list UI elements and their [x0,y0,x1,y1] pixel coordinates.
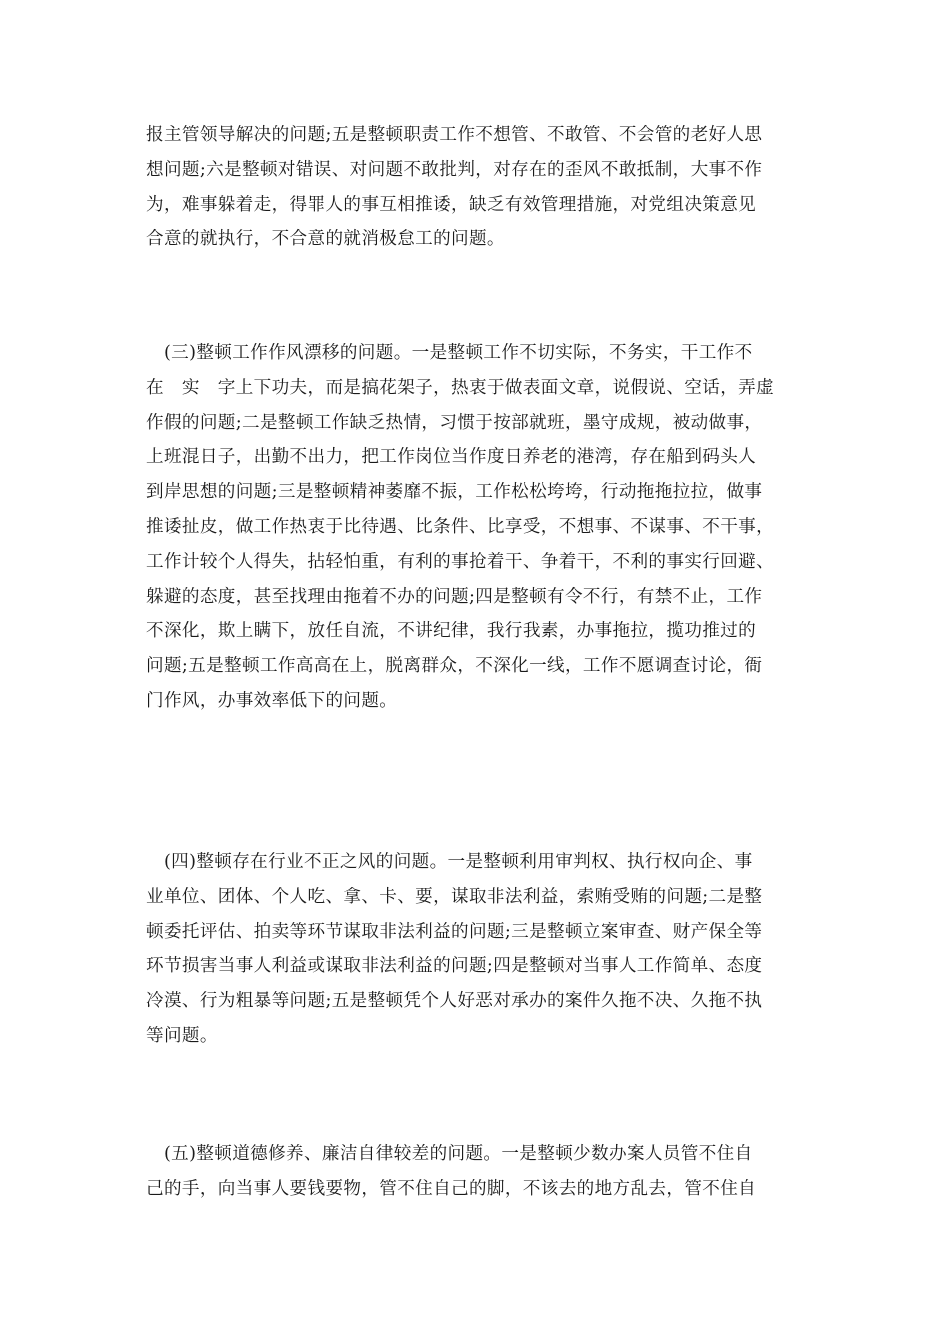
text-line: 推诿扯皮，做工作热衷于比待遇、比条件、比享受，不想事、不谋事、不干事， [146,516,775,537]
text-line: 环节损害当事人利益或谋取非法利益的问题;四是整顿对当事人工作简单、态度 [146,956,763,977]
text-line: 为，难事躲着走，得罪人的事互相推诿，缺乏有效管理措施，对党组决策意见 [146,194,757,215]
paragraph-section-3 [146,336,814,719]
text-line: 报主管领导解决的问题;五是整顿职责工作不想管、不敢管、不会管的老好人思 [146,125,763,145]
text-line: 工作计较个人得失，拈轻怕重，有利的事抢着干、争着干，不利的事实行回避、 [146,551,775,572]
text-line: (五)整顿道德修养、廉洁自律较差的问题。一是整顿少数办案人员管不住自 [146,1144,753,1164]
text-line: 问题;五是整顿工作高高在上，脱离群众，不深化一线，工作不愿调查讨论，衙 [146,656,763,677]
paragraph-section-5 [146,1137,814,1207]
text-line: 上班混日子，出勤不出力，把工作岗位当作度日养老的港湾，存在船到码头人 [146,447,757,468]
paragraph-continuation [146,118,814,257]
text-line: (四)整顿存在行业不正之风的问题。一是整顿利用审判权、执行权向企、事 [146,852,753,872]
text-line: 作假的问题;二是整顿工作缺乏热情，习惯于按部就班，墨守成规，被动做事， [146,412,763,433]
text-line: 顿委托评估、拍卖等环节谋取非法利益的问题;三是整顿立案审查、财产保全等 [146,921,763,942]
text-line: 冷漠、行为粗暴等问题;五是整顿凭个人好恶对承办的案件久拖不决、久拖不执 [146,991,763,1012]
text-line: 不深化，欺上瞒下，放任自流，不讲纪律，我行我素，办事拖拉，揽功推过的 [146,621,757,642]
text-line: 合意的就执行，不合意的就消极怠工的问题。 [146,229,505,250]
text-line: 想问题;六是整顿对错误、对问题不敢批判，对存在的歪风不敢抵制，大事不作 [146,159,763,180]
text-line: 到岸思想的问题;三是整顿精神萎靡不振，工作松松垮垮，行动拖拖拉拉，做事 [146,482,763,503]
text-line: (三)整顿工作作风漂移的问题。一是整顿工作不切实际，不务实，干工作不 [146,343,753,363]
text-line: 躲避的态度，甚至找理由拖着不办的问题;四是整顿有令不行，有禁不止，工作 [146,586,763,607]
text-line: 等问题。 [146,1025,218,1046]
text-line: 己的手，向当事人要钱要物，管不住自己的脚，不该去的地方乱去，管不住自 [146,1178,757,1199]
paragraph-section-4 [146,845,814,1054]
text-line: 门作风，办事效率低下的问题。 [146,690,398,711]
text-line: 业单位、团体、个人吃、拿、卡、要，谋取非法利益，索贿受贿的问题;二是整 [146,886,763,907]
text-line: 在 实 字上下功夫，而是搞花架子，热衷于做表面文章，说假说、空话，弄虚 [146,377,775,398]
